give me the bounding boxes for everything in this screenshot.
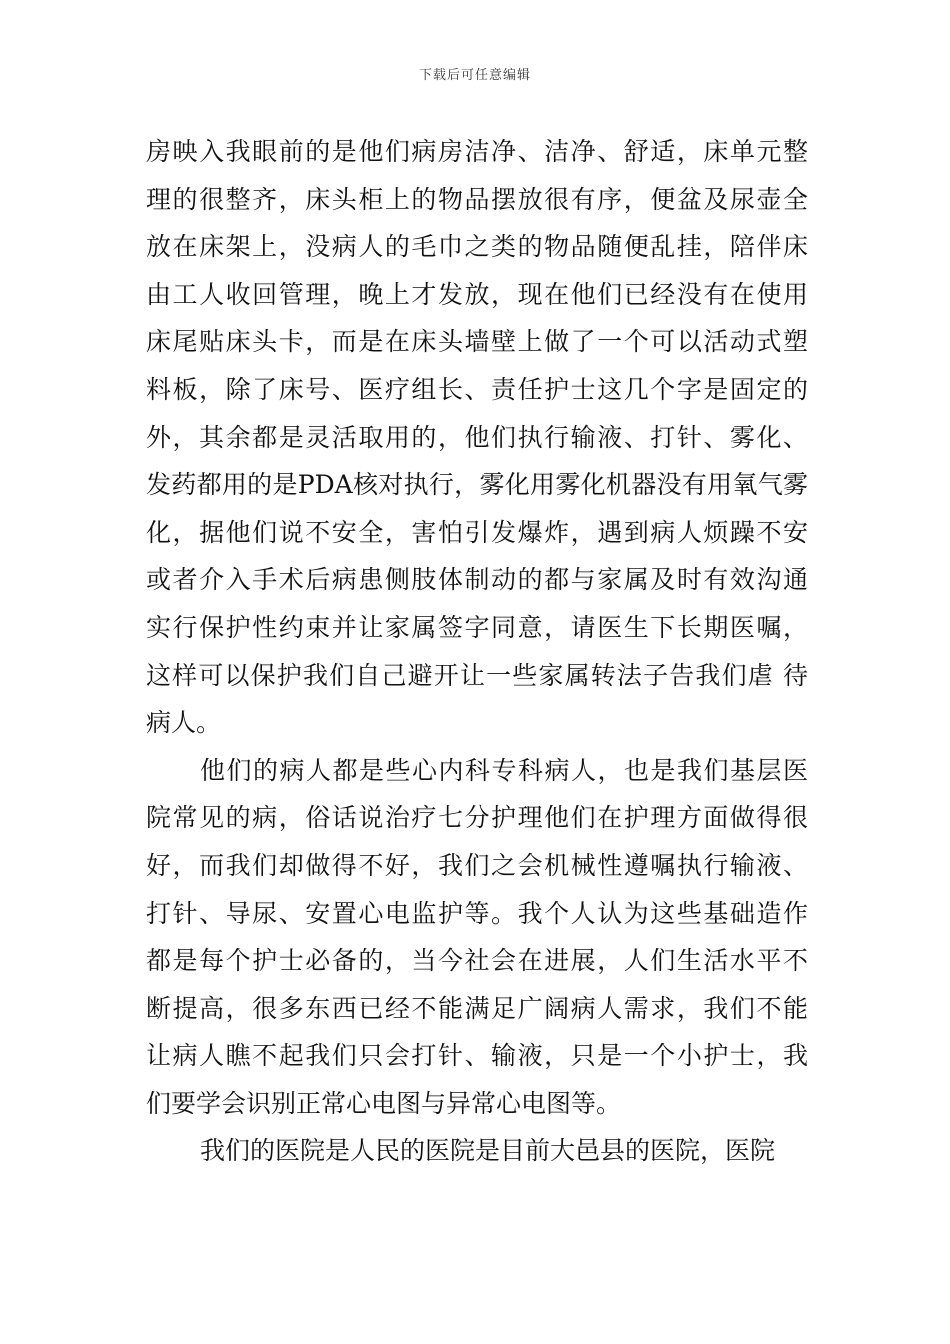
text-line: 化，据他们说不安全，害怕引发爆炸，遇到病人烦躁不安 [146, 517, 808, 547]
text-line: 发药都用的是PDA核对执行，雾化用雾化机器没有用氧气雾 [146, 470, 808, 500]
text-line: 由工人收回管理，晚上才发放，现在他们已经没有在使用 [146, 279, 808, 309]
page-header: 下载后可任意编辑 [418, 68, 531, 83]
text-line: 他们的病人都是些心内科专科病人，也是我们基层医 [200, 755, 808, 785]
text-line: 让病人瞧不起我们只会打针、输液，只是一个小护士，我 [146, 1041, 808, 1071]
text-line: 打针、导尿、安置心电监护等。我个人认为这些基础造作 [146, 898, 808, 928]
text-line: 我们的医院是人民的医院是目前大邑县的医院，医院 [200, 1136, 776, 1166]
text-line: 房映入我眼前的是他们病房洁净、洁净、舒适，床单元整 [146, 137, 808, 166]
text-line: 实行保护性约束并让家属签字同意，请医生下长期医嘱， [146, 612, 808, 642]
text-line: 这样可以保护我们自己避开让一些家属转法子告我们虐 待 [146, 660, 808, 690]
text-line: 们要学会识别正常心电图与异常心电图等。 [146, 1088, 622, 1118]
text-line: 断提高，很多东西已经不能满足广阔病人需求，我们不能 [146, 993, 808, 1023]
text-line: 病人。 [146, 708, 222, 738]
text-line: 料板，除了床号、医疗组长、责任护士这几个字是固定的 [146, 374, 808, 404]
text-line: 放在床架上，没病人的毛巾之类的物品随便乱挂，陪伴床 [146, 232, 808, 262]
paragraph [146, 128, 808, 747]
text-line: 理的很整齐，床头柜上的物品摆放很有序，便盆及尿壶全 [146, 184, 808, 214]
text-line: 都是每个护士必备的，当今社会在进展，人们生活水平不 [146, 946, 808, 976]
text-line: 院常见的病，俗话说治疗七分护理他们在护理方面做得很 [146, 803, 808, 833]
document-body [146, 128, 808, 1175]
paragraph [146, 1127, 808, 1175]
text-line: 或者介入手术后病患侧肢体制动的都与家属及时有效沟通 [146, 565, 808, 595]
text-line: 外，其余都是灵活取用的，他们执行输液、打针、雾化、 [146, 422, 808, 452]
text-line: 好，而我们却做得不好，我们之会机械性遵嘱执行输液、 [146, 850, 808, 880]
paragraph [146, 747, 808, 1128]
text-line: 床尾贴床头卡，而是在床头墙壁上做了一个可以活动式塑 [146, 327, 808, 357]
